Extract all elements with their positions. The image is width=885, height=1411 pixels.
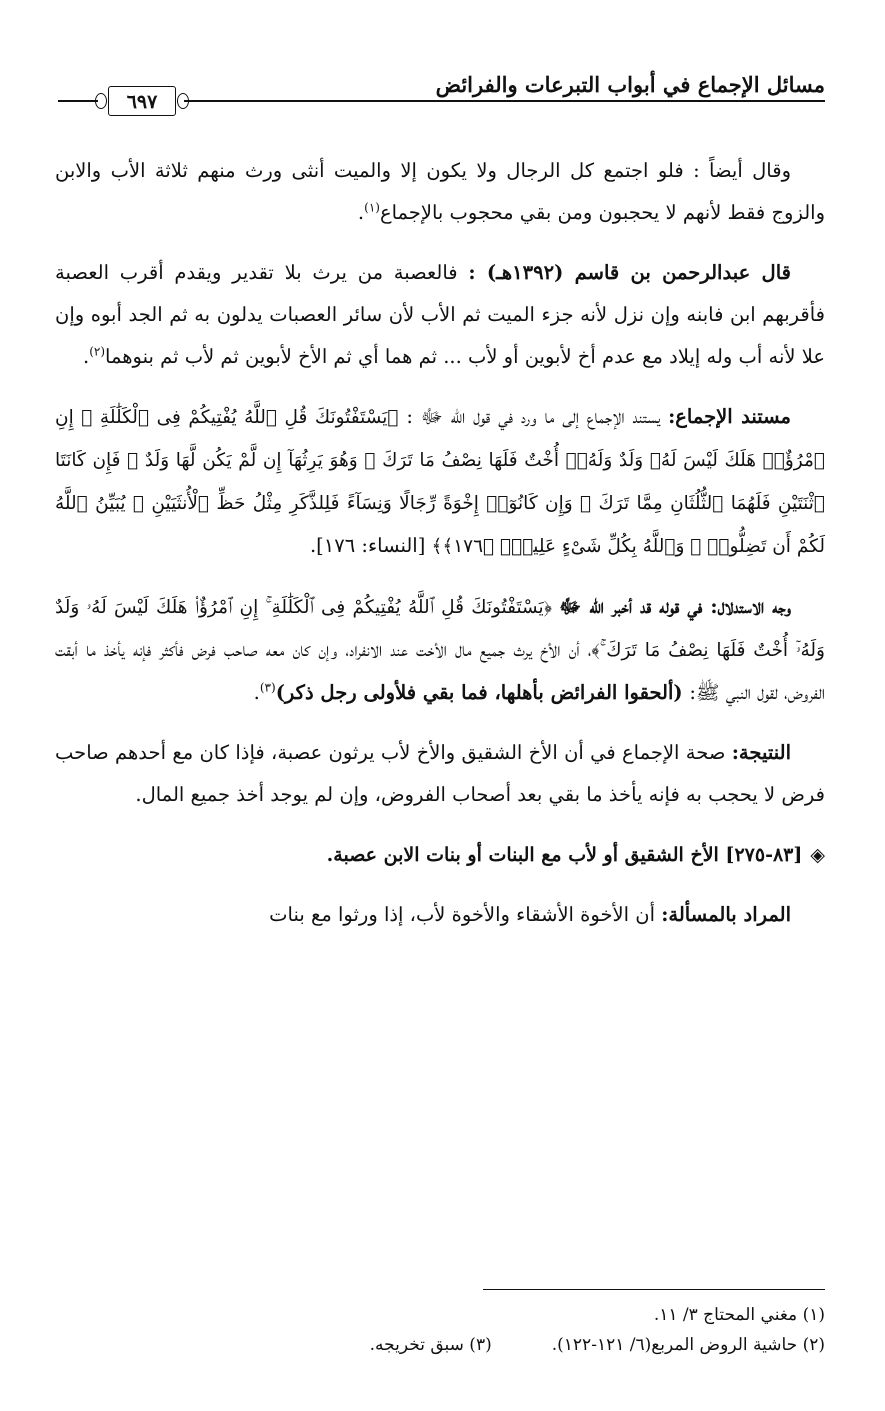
paragraph-3-text: يستند الإجماع إلى ما ورد في قول الله ﷻ : <box>406 405 669 428</box>
paragraph-2-text: فالعصبة من يرث بلا تقدير ويقدم أقرب العصبة فأقربهم ابن فابنه وإن نزل لأنه جزء الميت ثم الأب لأن سائر العصبات يدلون به ثم الجد أبوه وإن علا لأنه أب وله إيلاد مع عدم أخ لأبوين أو لأب ... ثم هما أي ثم الأخ لأبوين ثم لأب ثم بنوهما <box>55 261 825 368</box>
paragraph-1: وقال أيضاً : فلو اجتمع كل الرجال ولا يكون إلا والميت أنثى ورث منهم ثلاثة الأب والابن والزوج فقط لأنهم لا يحجبون ومن بقي محجوب بالإجماع$^{(١)}$. <box>55 159 825 224</box>
paragraph-2: قال عبدالرحمن بن قاسم (١٣٩٢هـ) : فالعصبة من يرث بلا تقدير ويقدم أقرب العصبة فأقربهم ابن فابنه وإن نزل لأنه جزء الميت ثم الأب لأن سائر العصبات يدلون به ثم الجد أبوه وإن علا لأنه أب وله إيلاد مع عدم أخ لأبوين أو لأب ... ثم هما أي ثم الأخ لأبوين ثم لأب ثم بنوهما$^{(٢)}$. <box>55 261 825 368</box>
paragraph-2-lead: قال عبدالرحمن بن قاسم (١٣٩٢هـ) : <box>468 261 791 284</box>
paragraph-1-text: وقال أيضاً : فلو اجتمع كل الرجال ولا يكون إلا والميت أنثى ورث منهم ثلاثة الأب والابن والزوج فقط لأنهم لا يحجبون ومن بقي محجوب بالإجماع <box>55 159 825 224</box>
paragraph-4: وجه الاستدلال: في قوله قد أخبر الله ﷻ ﴿يَسْتَفْتُونَكَ قُلِ ٱللَّهُ يُفْتِيكُمْ فِى ٱلْكَلَٰلَةِ ۚ إِنِ ٱمْرُؤٌا۟ هَلَكَ لَيْسَ لَهُۥ وَلَدٌ وَلَهُۥٓ أُخْتٌ فَلَهَا نِصْفُ مَا تَرَكَ ۚ﴾، أن الأخ يرث جميع مال الأخت عند الانفراد، وإن كان معه صاحب فرض فأكثر فإنه يأخذ ما أبقت الفروض، لقول النبي ﷺ: (ألحقوا الفرائض بأهلها، فما بقي فلأولى رجل ذكر)$^{(٣)}$. <box>55 595 825 704</box>
paragraph-3 <box>55 396 825 568</box>
paragraph-3-lead: مستند الإجماع: <box>668 405 792 428</box>
page-number-badge <box>98 84 184 118</box>
footnote-2: (٢) حاشية الروض المربع(٦/ ١٢١-١٢٢). <box>551 1335 825 1355</box>
footnote-1: (١) مغني المحتاج ٣/ ١١. <box>653 1305 825 1325</box>
ornament-frame-icon <box>108 86 176 116</box>
paragraph-5-text: صحة الإجماع في أن الأخ الشقيق والأخ لأب يرثون عصبة، فإذا كان مع أحدهم صاحب فرض لا يحجب به فإنه يأخذ ما بقي بعد أصحاب الفروض، وإن لم يوجد أخذ جميع المال. <box>55 741 825 806</box>
footnote-ref-2: (٢) <box>89 344 106 359</box>
paragraph-6-lead: المراد بالمسألة: <box>661 903 791 926</box>
main-text <box>55 150 825 954</box>
paragraph-5-lead: النتيجة: <box>731 741 791 764</box>
footnote-ref-1: (١) <box>364 200 380 215</box>
quran-verse-2: ﴿يَسْتَفْتُونَكَ قُلِ ٱللَّهُ يُفْتِيكُمْ فِى ٱلْكَلَٰلَةِ ۚ إِنِ ٱمْرُؤٌا۟ هَلَكَ لَيْسَ لَهُۥ وَلَدٌ وَلَهُۥٓ أُخْتٌ فَلَهَا نِصْفُ مَا تَرَكَ ۚ﴾ <box>55 597 825 661</box>
page-number: ٦٩٧ <box>126 91 158 113</box>
hadith-text: (ألحقوا الفرائض بأهلها، فما بقي فلأولى رجل ذكر) <box>275 681 690 704</box>
quran-verse-1: ﴿يَسْتَفْتُونَكَ قُلِ ٱللَّهُ يُفْتِيكُمْ فِى ٱلْكَلَٰلَةِ ۚ إِنِ ٱمْرُؤٌا۟ هَلَكَ لَيْسَ لَهُۥ وَلَدٌ وَلَهُۥٓ أُخْتٌ فَلَهَا نِصْفُ مَا تَرَكَ ۚ وَهُوَ يَرِثُهَآ إِن لَّمْ يَكُن لَّهَا وَلَدٌ ۚ فَإِن كَانَتَا ٱثْنَتَيْنِ فَلَهُمَا ٱلثُّلُثَانِ مِمَّا تَرَكَ ۚ وَإِن كَانُوٓا۟ إِخْوَةً رِّجَالًا وَنِسَآءً فَلِلذَّكَرِ مِثْلُ حَظِّ ٱلْأُنثَيَيْنِ ۗ يُبَيِّنُ ٱللَّهُ لَكُمْ أَن تَضِلُّوا۟ ۗ وَٱللَّهُ بِكُلِّ شَىْءٍ عَلِيمٌۢ ﴿١٧٦﴾﴾ <box>55 407 826 557</box>
paragraph-6-text: أن الأخوة الأشقاء والأخوة لأب، إذا ورثوا مع بنات <box>269 903 662 926</box>
footnotes <box>60 1300 825 1360</box>
paragraph-5 <box>55 732 825 816</box>
footnote-ref-3: (٣) <box>259 680 276 695</box>
verse-reference: [النساء: ١٧٦]. <box>309 534 432 557</box>
footnote-rule <box>483 1289 825 1290</box>
issue-heading-text: [٨٣-٢٧٥] الأخ الشقيق أو لأب مع البنات أو بنات الابن عصبة. <box>326 844 803 866</box>
paragraph-4-lead: وجه الاستدلال: في قوله قد أخبر الله ﷻ <box>559 595 791 618</box>
footnote-row-2 <box>60 1330 825 1360</box>
issue-heading <box>55 834 825 876</box>
paragraph-4-text: ، أن الأخ يرث جميع مال الأخت عند الانفراد، وإن كان معه صاحب فرض فأكثر فإنه يأخذ ما أبقت الفروض، لقول النبي ﷺ: <box>55 638 825 704</box>
footnote-3: (٣) سبق تخريجه. <box>369 1335 492 1355</box>
diamond-icon: ◈ <box>810 844 825 866</box>
running-header-title: مسائل الإجماع في أبواب التبرعات والفرائض <box>435 72 825 97</box>
paragraph-6 <box>55 894 825 936</box>
